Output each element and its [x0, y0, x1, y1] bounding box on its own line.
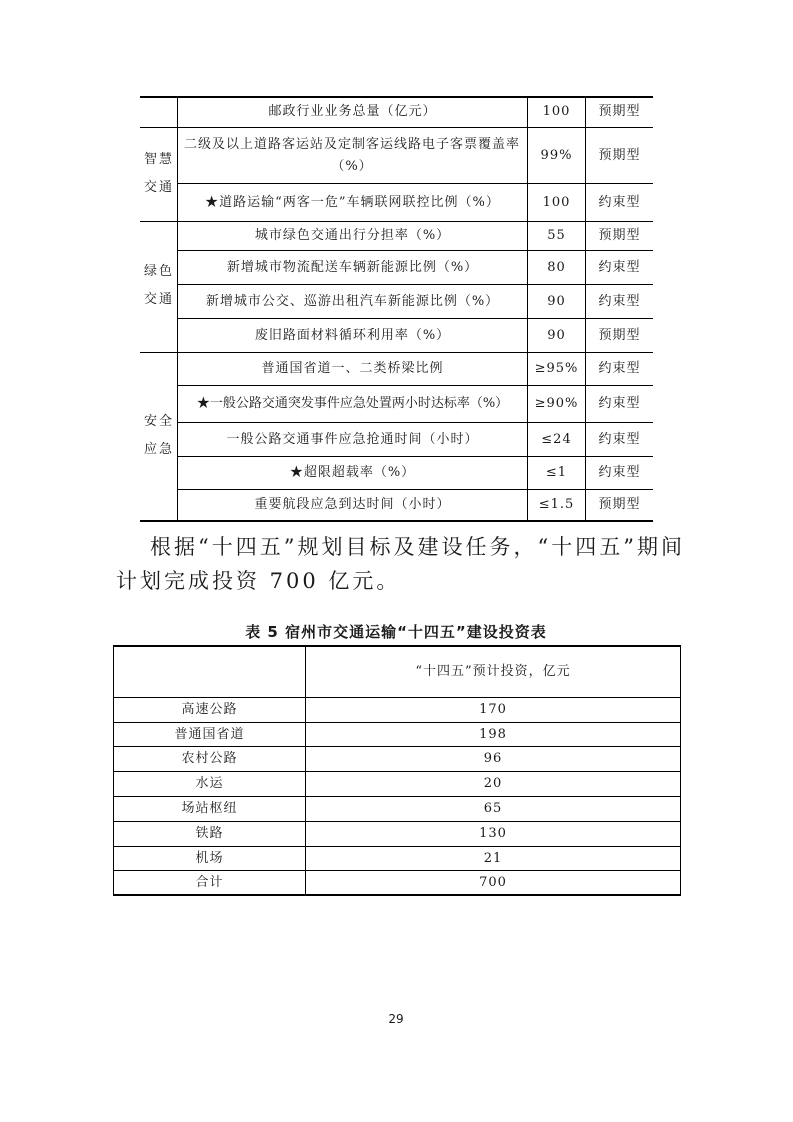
type-cell: 约束型: [598, 293, 641, 309]
indicator-cell: ★一般公路交通突发事件应急处置两小时达标率（%）: [196, 396, 509, 411]
indicator-cell: 邮政行业业务总量（亿元）: [268, 104, 437, 119]
table-row-item: 机场: [195, 850, 224, 866]
category-smart-transport: 智慧 交通: [143, 152, 174, 195]
indicator-cell: 新增城市公交、巡游出租汽车新能源比例（%）: [205, 293, 500, 309]
value-cell: 90: [547, 327, 566, 343]
table-row-value: 170: [479, 702, 507, 717]
type-cell: 约束型: [598, 465, 641, 480]
value-cell: ≤1.5: [538, 497, 575, 512]
table-row-item: 水运: [195, 776, 224, 791]
category-green-transport: 绿色 交通: [143, 264, 174, 307]
indicator-cell: 重要航段应急到达时间（小时）: [254, 497, 451, 512]
type-cell: 预期型: [598, 104, 641, 119]
value-cell: 100: [542, 104, 571, 119]
type-cell: 约束型: [598, 194, 641, 210]
table-row-value: 130: [479, 826, 507, 841]
table-row-item: 高速公路: [181, 702, 238, 717]
type-cell: 预期型: [598, 228, 641, 243]
table-row-value: 21: [483, 850, 503, 866]
indicator-cell: 新增城市物流配送车辆新能源比例（%）: [226, 259, 479, 275]
table-row-value: 96: [483, 751, 503, 766]
value-cell: ≥95%: [534, 361, 579, 376]
table-row-item: 铁路: [195, 826, 224, 841]
value-cell: ≤24: [541, 431, 572, 447]
value-cell: 90: [547, 293, 566, 309]
indicator-cell: 普通国省道一、二类桥梁比例: [261, 361, 444, 376]
value-cell: ≥90%: [534, 396, 579, 411]
indicator-cell: ★超限超载率（%）: [289, 465, 416, 480]
type-cell: 约束型: [598, 431, 641, 447]
table-header-investment: “十四五”预计投资，亿元: [415, 664, 571, 679]
type-cell: 预期型: [598, 327, 641, 343]
indicator-cell: 二级及以上道路客运站及定制客运线路电子客票覆盖率（%）: [183, 136, 520, 174]
indicator-cell: 城市绿色交通出行分担率（%）: [254, 228, 451, 243]
table-row-value: 65: [483, 801, 503, 816]
value-cell: ≤1: [545, 465, 568, 480]
value-cell: 55: [547, 228, 566, 243]
indicator-cell: 废旧路面材料循环利用率（%）: [254, 327, 451, 343]
category-safety-emergency: 安全 应急: [143, 414, 174, 457]
value-cell: 99%: [540, 147, 573, 163]
body-paragraph-line-2: 计划完成投资 700 亿元。: [116, 569, 401, 593]
table-row-item: 普通国省道: [174, 726, 245, 742]
value-cell: 80: [547, 259, 566, 275]
table-caption: 表 5 宿州市交通运输“十四五”建设投资表: [245, 623, 547, 641]
value-cell: 100: [542, 194, 571, 210]
table-row-item: 合计: [195, 874, 224, 890]
page-number: 29: [388, 1012, 404, 1026]
type-cell: 约束型: [598, 361, 641, 376]
table-row-value: 198: [479, 726, 507, 742]
table-row-item: 农村公路: [181, 751, 238, 766]
table-row-value: 700: [479, 874, 507, 890]
indicator-cell: 一般公路交通事件应急抢通时间（小时）: [226, 431, 479, 447]
body-paragraph-line-1: 根据“十四五”规划目标及建设任务，“十四五”期间: [150, 535, 685, 559]
type-cell: 预期型: [598, 497, 641, 512]
indicator-cell: ★道路运输“两客一危”车辆联网联控比例（%）: [205, 194, 500, 210]
type-cell: 预期型: [598, 147, 641, 163]
type-cell: 约束型: [598, 259, 641, 275]
table-row-value: 20: [483, 776, 503, 791]
type-cell: 约束型: [598, 396, 641, 411]
table-row-item: 场站枢纽: [181, 801, 238, 816]
